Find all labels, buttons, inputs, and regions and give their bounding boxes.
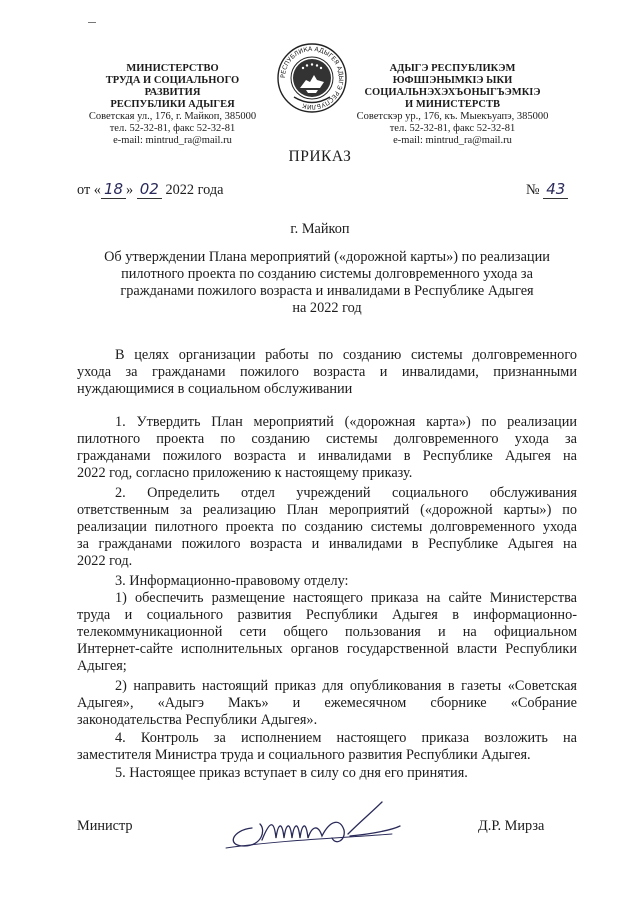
date-prefix: от « xyxy=(77,182,101,198)
header-right-email: e-mail: mintrud_ra@mail.ru xyxy=(393,135,512,146)
title-line: Об утверждении Плана мероприятий («дорожной карты») по реализации xyxy=(104,249,550,265)
item-line: заместителя Министра труда и социального развития Республики Адыгея. xyxy=(77,747,531,763)
item-line: реализации пилотного проекта по созданию системы долговременного ухода xyxy=(77,519,577,535)
header-left-line1: МИНИСТЕРСТВО xyxy=(126,63,219,74)
item-2 xyxy=(77,485,577,570)
item-line: 2) направить настоящий приказ для опубликования в газеты «Советская xyxy=(115,678,577,694)
header-left-line4: РЕСПУБЛИКИ АДЫГЕЯ xyxy=(110,99,235,110)
item-3-1 xyxy=(77,590,577,675)
item-line: телекоммуникационной сети общего пользования и на официальном xyxy=(77,624,577,640)
item-line: 1. Утвердить План мероприятий («дорожная карта») по реализации xyxy=(115,414,577,430)
header-right-line3: СОЦИАЛЬНЭХЭХЪОНЫГЪЭМКІЭ xyxy=(364,87,541,98)
date-day: 18 xyxy=(101,180,126,199)
city: г. Майкоп xyxy=(290,221,350,237)
header-left-address: Советская ул., 176, г. Майкоп, 385000 xyxy=(88,111,257,122)
header-right xyxy=(340,63,565,147)
preamble-line: В целях организации работы по созданию системы долговременного xyxy=(115,347,577,363)
number-label: № xyxy=(526,182,540,198)
doc-type-heading: ПРИКАЗ xyxy=(288,148,352,165)
item-line: 4. Контроль за исполнением настоящего приказа возложить на xyxy=(115,730,577,746)
order-date xyxy=(77,180,223,199)
header-left-line3: РАЗВИТИЯ xyxy=(144,87,201,98)
header-left-email: e-mail: mintrud_ra@mail.ru xyxy=(113,135,232,146)
item-line: ответственным за реализацию План мероприятий («дорожной карты») по xyxy=(77,502,577,518)
header-left-phone: тел. 52-32-81, факс 52-32-81 xyxy=(109,123,236,134)
item-line: Интернет-сайте исполнительных органов государственной власти Республики xyxy=(77,641,577,657)
title-line: на 2022 год xyxy=(292,300,362,316)
item-1 xyxy=(77,414,577,482)
header-right-line4: И МИНИСТЕРСТВ xyxy=(405,99,500,110)
item-line: 5. Настоящее приказ вступает в силу со дня его принятия. xyxy=(115,765,468,781)
title-line: гражданами пожилого возраста и инвалидами в Республике Адыгея xyxy=(120,283,534,299)
header-right-line1: АДЫГЭ РЕСПУБЛИКЭМ xyxy=(389,63,516,74)
header-right-address: Советскэр ур., 176, къ. Мыекъуапэ, 385000 xyxy=(356,111,549,122)
header-right-phone: тел. 52-32-81, факс 52-32-81 xyxy=(389,123,516,134)
header-right-line2: ЮФШІЭНЫМКІЭ ЫКИ xyxy=(392,75,513,86)
title-line: пилотного проекта по созданию системы долговременного ухода за xyxy=(121,266,533,282)
item-line: 3. Информационно-правовому отделу: xyxy=(115,573,349,589)
item-3-2 xyxy=(77,678,577,729)
coat-of-arms-icon xyxy=(276,42,348,114)
item-line: труда и социального развития Республики Адыгея в информационно- xyxy=(77,607,577,623)
item-line: за гражданами пожилого возраста и инвалидами в Республике Адыгея на xyxy=(77,536,577,552)
item-line: 2. Определить отдел учреждений социального обслуживания xyxy=(115,485,577,501)
corner-mark xyxy=(88,22,96,23)
preamble xyxy=(77,347,577,398)
handwritten-signature xyxy=(222,790,402,860)
header-left-line2: ТРУДА И СОЦИАЛЬНОГО xyxy=(105,75,240,86)
emblem-ring-text: РЕСПУБЛИКА АДЫГЕЯ АДЫГЭ РЕСПУБЛИК xyxy=(279,45,345,111)
number-value: 43 xyxy=(543,180,568,199)
order-title xyxy=(77,249,577,317)
item-line: Адыгея; xyxy=(77,658,127,674)
signatory-position: Министр xyxy=(77,818,133,834)
item-line: 1) обеспечить размещение настоящего приказа на сайте Министерства xyxy=(115,590,577,606)
coat-of-arms-emblem xyxy=(276,42,348,114)
item-line: пилотного проекта по созданию системы долговременного ухода за xyxy=(77,431,577,447)
item-5 xyxy=(77,765,577,782)
item-line: гражданами пожилого возраста и инвалидами в Республике Адыгея на xyxy=(77,448,577,464)
item-line: 2022 год. xyxy=(77,553,133,569)
preamble-line: нуждающимися в социальном обслуживании xyxy=(77,381,353,397)
preamble-line: ухода за гражданами пожилого возраста и инвалидами, признанными xyxy=(77,364,577,380)
signatory-name: Д.Р. Мирза xyxy=(478,818,545,834)
header-left xyxy=(70,63,275,147)
item-line: 2022 год, согласно приложению к настоящему приказу. xyxy=(77,465,413,481)
date-mid: » xyxy=(126,182,134,198)
date-year: 2022 года xyxy=(165,182,224,198)
signature-scribble xyxy=(222,790,402,860)
item-4 xyxy=(77,730,577,764)
item-line: Адыгея», «Адыгэ Макъ» и ежемесячном сборнике «Собрание xyxy=(77,695,577,711)
item-3 xyxy=(77,573,577,590)
order-number xyxy=(526,180,568,199)
item-line: законодательства Республики Адыгея». xyxy=(77,712,318,728)
date-month: 02 xyxy=(137,180,162,199)
